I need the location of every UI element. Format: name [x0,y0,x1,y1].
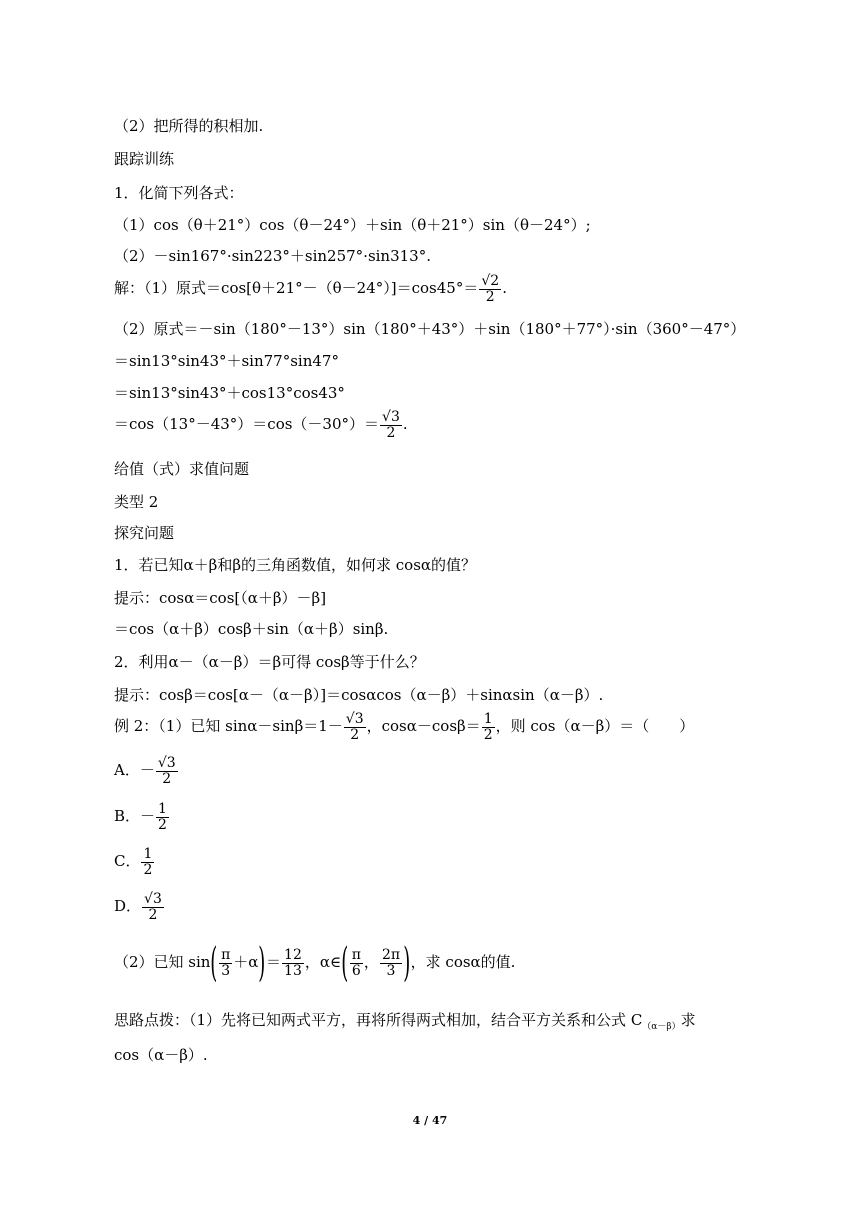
text-segment: ＝ [266,953,282,971]
example-line [114,706,694,746]
text-line: 跟踪训练 [114,150,175,168]
period: . [502,279,507,297]
text-line: cos（α－β）. [114,1046,208,1064]
text-line: 1．化简下列各式： [114,184,244,202]
text-segment: 解：（1）原式＝cos[θ＋21°－（θ－24°）]＝cos45°＝ [114,279,479,297]
text-line: （1）cos（θ＋21°）cos（θ－24°）＋sin（θ＋21°）sin（θ－24°）; [114,216,591,234]
denominator: 2 [162,770,172,787]
denominator: 2 [143,861,153,878]
option-d [114,886,165,926]
text-segment: ，α∈ [304,953,342,971]
text-segment: ，则 cos（α－β）＝（ ） [495,717,695,735]
left-bracket: ( [341,940,349,986]
period: . [402,415,408,433]
text-line: 提示：cosβ＝cos[α－（α－β）]＝cosαcos（α－β）＋sinαsin（α－β）. [114,686,604,704]
text-segment: ＝cos（13°－43°）＝cos（－30°）＝ [114,415,380,433]
text-line: （2）－sin167°·sin223°＋sin257°·sin313°. [114,247,431,265]
sqrt-numerator: √ 3 [346,711,364,727]
sqrt-numerator: √ 3 [382,409,400,425]
denominator: 2 [350,726,360,743]
numerator: 1 [483,710,493,727]
section-heading: 类型 2 [114,493,159,511]
denominator: 3 [386,962,396,979]
fraction [156,802,169,833]
section-heading: 探究问题 [114,524,175,542]
section-heading: 给值（式）求值问题 [114,460,250,478]
numerator: π [351,946,361,963]
text-segment: ＋α [233,953,259,971]
numerator: 12 [284,946,302,963]
text-segment: （2）已知 sin [114,953,211,971]
option-b [114,796,170,836]
denominator: 2 [483,726,493,743]
denominator: 2 [158,816,167,833]
text-segment: 思路点拨：（1）先将已知两式平方，再将所得两式相加，结合平方关系和公式 C [114,1011,643,1029]
sqrt-numerator: √ 2 [481,273,499,289]
text-segment: ， [363,953,379,971]
text-line: （2）原式＝－sin（180°－13°）sin（180°＋43°）＋sin（180°＋77°）·sin（360°－47°） [114,320,746,338]
option-label: D． [114,897,142,915]
text-segment: 求 [680,1011,696,1029]
option-label: A．－ [114,761,155,779]
fraction [482,712,495,743]
denominator: 6 [351,962,361,979]
sqrt-numerator: √ 3 [158,755,176,771]
numerator: 1 [158,800,167,817]
text-line [114,1010,696,1033]
text-line: 1．若已知α＋β和β的三角函数值，如何求 cosα的值？ [114,556,477,574]
option-label: B．－ [114,807,156,825]
text-line: ＝sin13°sin43°＋sin77°sin47° [114,352,339,370]
denominator: 13 [284,962,302,979]
fraction [344,712,366,743]
denominator: 2 [148,906,158,923]
denominator: 2 [485,288,495,305]
right-bracket: ) [403,940,411,986]
denominator: 3 [221,962,231,979]
denominator: 2 [386,424,396,441]
option-a [114,750,179,790]
text-line: （2）把所得的积相加. [114,117,264,135]
fraction [380,410,402,441]
option-c [114,841,155,881]
text-line: 提示：cosα＝cos[（α＋β）－β] [114,589,327,607]
subscript: （α－β） [642,1022,681,1032]
text-line: 2．利用α－（α－β）＝β可得 cosβ等于什么？ [114,653,425,671]
page-number: 4 / 47 [412,1114,448,1127]
example-line [114,940,515,984]
sqrt-numerator: √ 3 [144,891,162,907]
text-segment: ，cosα－cosβ＝ [366,717,481,735]
option-label: C． [114,852,141,870]
solution-line [114,268,507,308]
fraction [380,948,402,979]
fraction [350,948,363,979]
fraction [282,948,304,979]
numerator: 1 [143,845,153,862]
text-segment: ，求 cosα的值. [410,953,516,971]
text-line: ＝cos（α＋β）cosβ＋sin（α＋β）sinβ. [114,620,389,638]
solution-line [114,404,408,444]
fraction [142,892,164,923]
left-bracket: ( [210,940,218,986]
fraction [156,756,178,787]
numerator: 2π [381,946,401,963]
numerator: π [221,946,231,963]
fraction [141,847,154,878]
fraction [219,948,232,979]
text-segment: 例 2：（1）已知 sinα－sinβ＝1－ [114,717,343,735]
fraction [479,274,501,305]
right-bracket: ) [258,940,266,986]
text-line: ＝sin13°sin43°＋cos13°cos43° [114,384,345,402]
